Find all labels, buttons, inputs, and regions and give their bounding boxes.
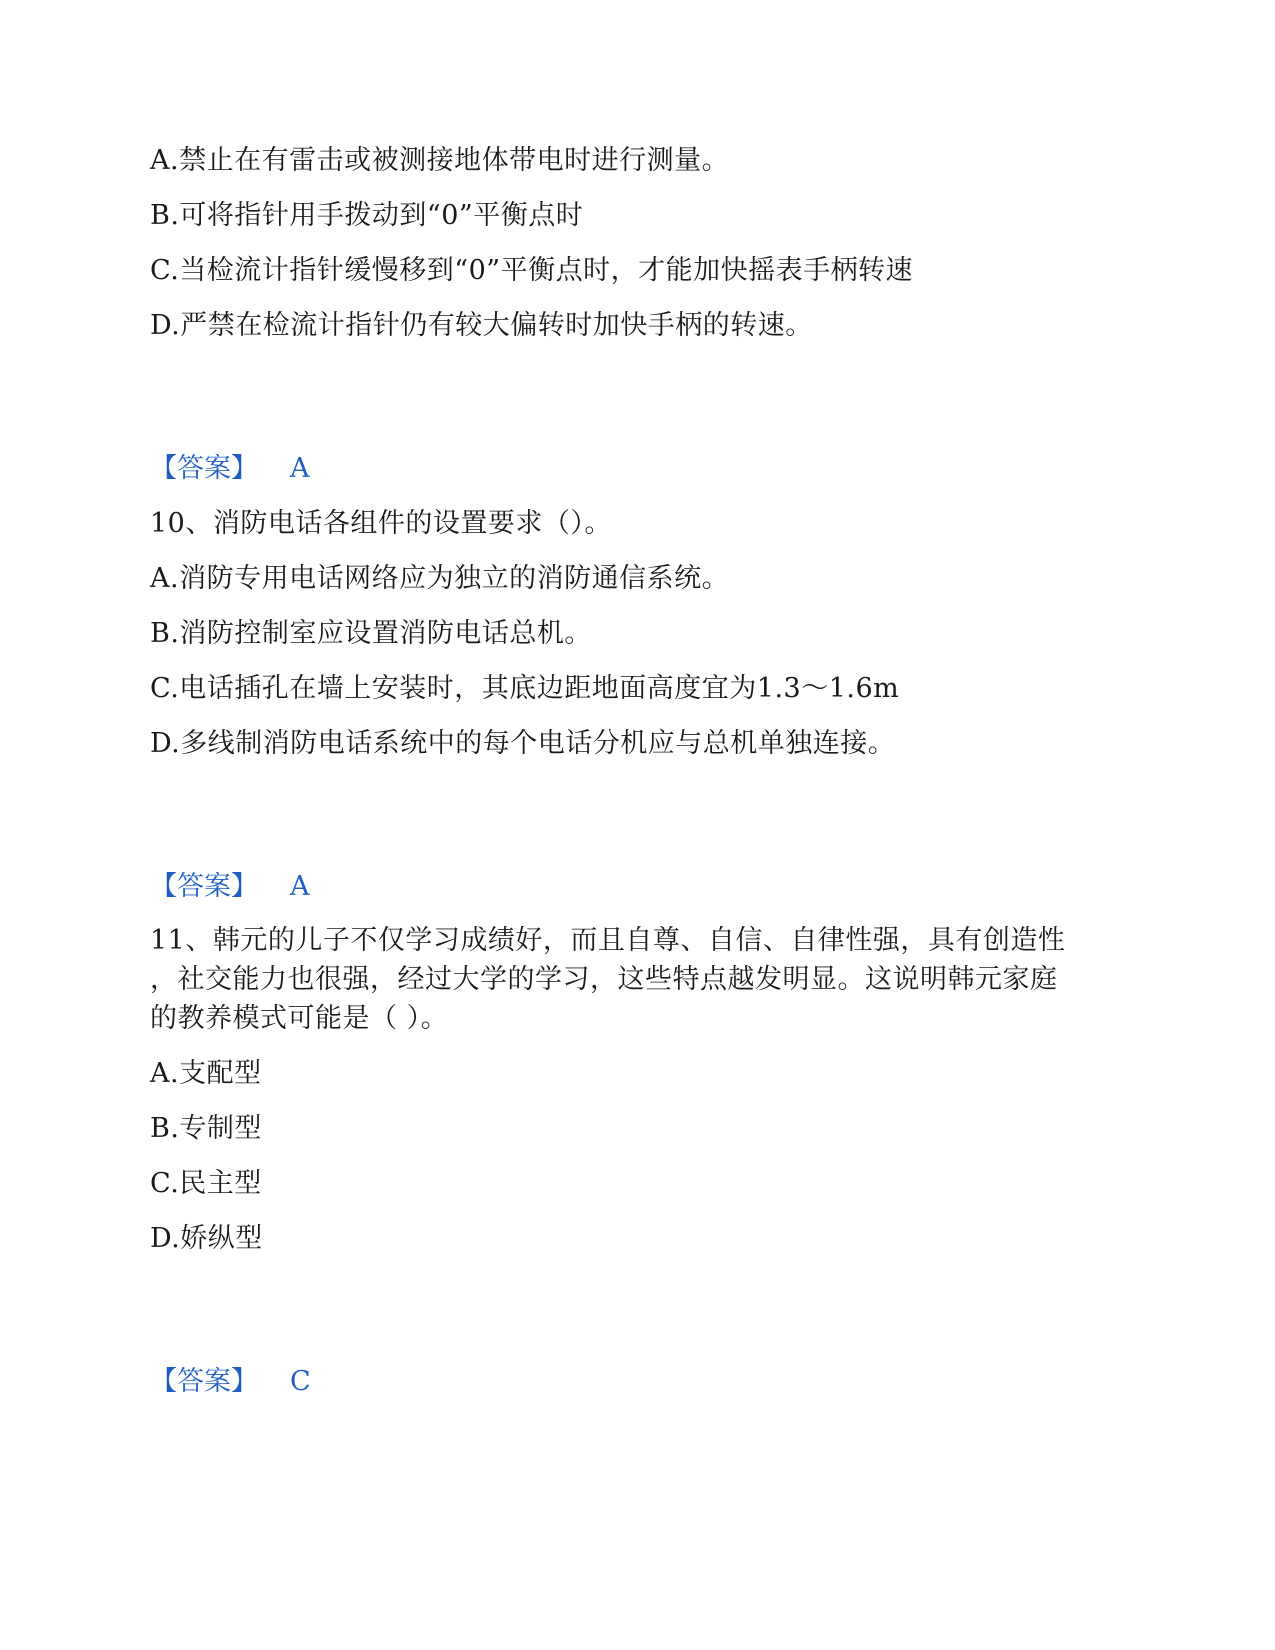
question-11-line-2: ，社交能力也很强，经过大学的学习，这些特点越发明显。这说明韩元家庭: [150, 964, 1058, 995]
option-c: C.当检流计指针缓慢移到“0”平衡点时，才能加快摇表手柄转速: [150, 255, 914, 286]
option-b: B.可将指针用手拨动到“0”平衡点时: [150, 200, 584, 231]
option-d: D.严禁在检流计指针仍有较大偏转时加快手柄的转速。: [150, 310, 813, 341]
option-c: C.民主型: [150, 1168, 262, 1199]
option-c: C.电话插孔在墙上安装时，其底边距地面高度宜为1.3～1.6m: [150, 673, 900, 704]
answer-label: 【答案】: [150, 453, 258, 484]
option-b: B.消防控制室应设置消防电话总机。: [150, 618, 592, 649]
option-a: A.支配型: [150, 1058, 262, 1089]
answer-row: [150, 1364, 311, 1400]
answer-label: 【答案】: [150, 871, 258, 902]
option-d: D.娇纵型: [150, 1223, 263, 1254]
question-10: 10、消防电话各组件的设置要求（）。: [150, 508, 612, 539]
answer-value: A: [290, 871, 310, 902]
answer-row: [150, 869, 310, 905]
question-11-line-1: 11、韩元的儿子不仅学习成绩好，而且自尊、自信、自律性强，具有创造性: [150, 925, 1066, 956]
option-a: A.消防专用电话网络应为独立的消防通信系统。: [150, 563, 730, 594]
option-a: A.禁止在有雷击或被测接地体带电时进行测量。: [150, 145, 730, 176]
answer-label: 【答案】: [150, 1366, 258, 1397]
answer-row: [150, 451, 310, 487]
answer-value: C: [290, 1366, 311, 1397]
option-d: D.多线制消防电话系统中的每个电话分机应与总机单独连接。: [150, 728, 896, 759]
question-11-line-3: 的教养模式可能是（ ）。: [150, 1003, 449, 1034]
option-b: B.专制型: [150, 1113, 262, 1144]
answer-value: A: [290, 453, 310, 484]
